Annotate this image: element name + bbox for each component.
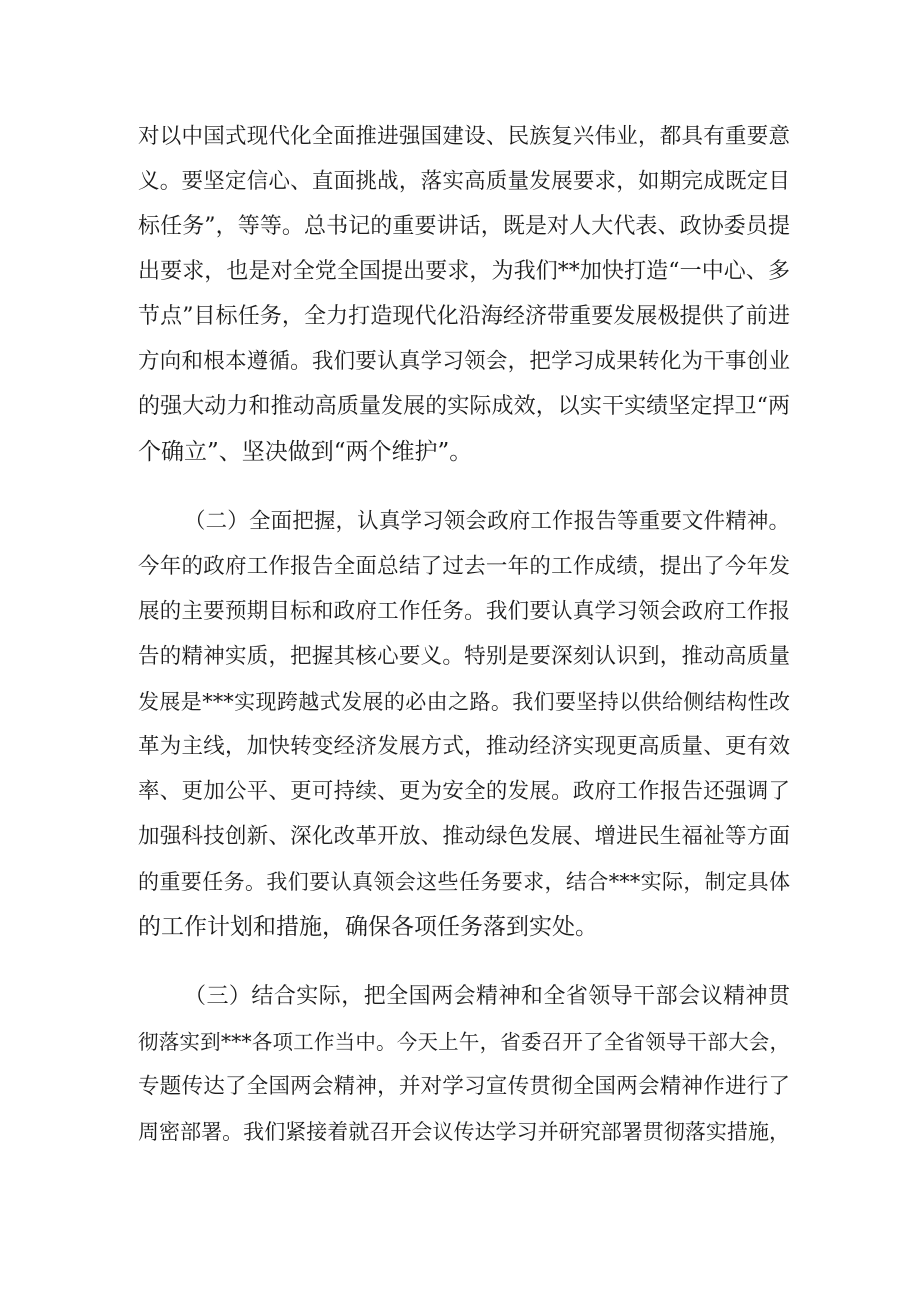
text-line: 革为主线，加快转变经济发展方式，推动经济实现更高质量、更有效 [138,734,790,759]
text-line: 彻落实到***各项工作当中。今天上午，省委召开了全省领导干部大会， [138,1030,790,1054]
text-line: 对以中国式现代化全面推进强国建设、民族复兴伟业，都具有重要意 [138,124,790,149]
text-line: 率、更加公平、更可持续、更为安全的发展。政府工作报告还强调了 [138,779,790,804]
text-line: 今年的政府工作报告全面总结了过去一年的工作成绩，提出了今年发 [138,554,790,579]
text-line: 方向和根本遵循。我们要认真学习领会，把学习成果转化为干事创业 [138,349,790,374]
text-line: 周密部署。我们紧接着就召开会议传达学习并研究部署贯彻落实措施， [138,1120,790,1144]
text-line: 节点”目标任务，全力打造现代化沿海经济带重要发展极提供了前进 [138,304,790,329]
text-line: 的强大动力和推动高质量发展的实际成效，以实干实绩坚定捍卫“两 [138,394,790,419]
text-line: 标任务”，等等。总书记的重要讲话，既是对人大代表、政协委员提 [138,214,790,239]
text-line: 的重要任务。我们要认真领会这些任务要求，结合***实际，制定具体 [138,870,790,894]
text-line: 展的主要预期目标和政府工作任务。我们要认真学习领会政府工作报 [138,599,790,624]
section-heading: （三）结合实际，把全国两会精神和全省领导干部会议精神贯 [184,984,790,1009]
text-line: 专题传达了全国两会精神，并对学习宣传贯彻全国两会精神作进行了 [138,1074,790,1099]
text-line: 个确立”、坚决做到“两个维护”。 [138,439,473,465]
text-line: 的工作计划和措施，确保各项任务落到实处。 [138,914,598,940]
text-line: 义。要坚定信心、直面挑战，落实高质量发展要求，如期完成既定目 [138,169,790,194]
text-line: 告的精神实质，把握其核心要义。特别是要深刻认识到，推动高质量 [138,644,790,669]
text-line: 发展是***实现跨越式发展的必由之路。我们要坚持以供给侧结构性改 [138,690,790,714]
section-heading: （二）全面把握，认真学习领会政府工作报告等重要文件精神。 [184,509,790,534]
text-line: 加强科技创新、深化改革开放、推动绿色发展、增进民生福祉等方面 [138,824,790,849]
text-line: 出要求，也是对全党全国提出要求，为我们**加快打造“一中心、多 [138,259,790,284]
